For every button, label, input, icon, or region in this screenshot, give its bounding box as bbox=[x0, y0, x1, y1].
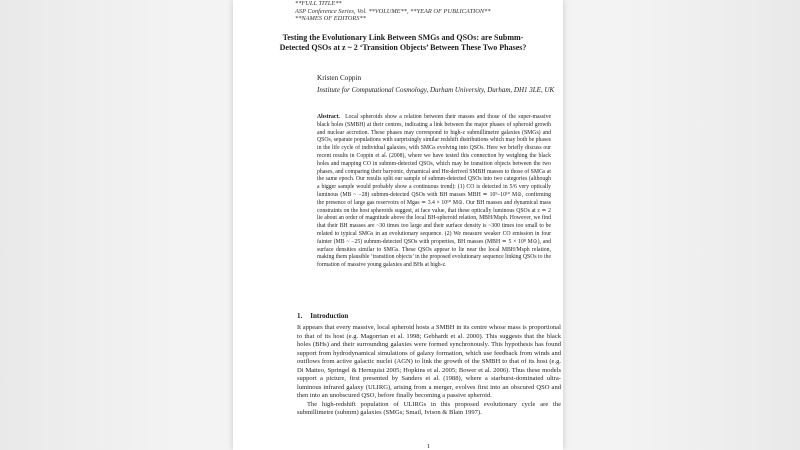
author-affiliation: Institute for Computational Cosmology, Durham University, Durham, DH1 3LE, UK bbox=[317, 86, 555, 94]
body-paragraph-1: It appears that every massive, local spheroid hosts a SMBH in its centre whose mass is proportional to that of its host (e.g. Magorrian et al. 1998; Gebhardt et al. 2000). This suggests that the black holes (BHs) and their surrounding galaxies were formed synchronously. This hypothesis has found support from hydrodynamical simulations of galaxy formation, which use feedback from winds and outflows from active galactic nuclei (AGN) to link the growth of the SMBH to that of its host (e.g. Di Matteo, Springel & Hernquist 2005; Hopkins et al. 2005; Bower et al. 2006). Thus these models support a picture, first presented by Sanders et al. (1988), where a starburst-dominated ultra-luminous infrared galaxy (ULIRG), arising from a merger, evolves first into an obscured QSO and then into an unobscured QSO, before finally becoming a passive spheroid. bbox=[297, 324, 561, 400]
author-name: Kristen Coppin bbox=[317, 74, 362, 82]
abstract-label: Abstract. bbox=[317, 114, 340, 120]
body-paragraph-2: The high-redshift population of ULIRGs in this proposed evolutionary cycle are the submillimetre (submm) galaxies (SMGs; Smail, Ivison & Blain 1997). bbox=[297, 400, 561, 417]
paper-page bbox=[233, 0, 563, 450]
page-number: 1 bbox=[427, 443, 431, 450]
body-text bbox=[297, 324, 561, 418]
conference-header bbox=[295, 0, 491, 23]
paper-title: Testing the Evolutionary Link Between SMGs and QSOs: are Submm-Detected QSOs at z ~ 2 ‘Transition Objects’ Between These Two Phases? bbox=[279, 33, 527, 52]
section-heading bbox=[297, 312, 356, 320]
abstract bbox=[317, 114, 551, 270]
section-number: 1. bbox=[297, 312, 303, 320]
header-series: ASP Conference Series, Vol. **VOLUME**, **YEAR OF PUBLICATION** bbox=[295, 7, 491, 15]
header-full-title: **FULL TITLE** bbox=[295, 0, 342, 7]
section-title: Introduction bbox=[310, 312, 349, 320]
abstract-text: Local spheroids show a relation between their masses and those of the super-massive black holes (SMBH) at their centres, indicating a link between the major phases of spheroid growth and nuclear accretion. These phases may correspond to high-z submillimetre galaxies (SMGs) and QSOs, separate populations with surprisingly similar redshift distributions which may both be phases in the life cycle of individual galaxies, with SMGs evolving into QSOs. Here we briefly discuss our recent results in Coppin et al. (2008), where we have tested this connection by weighing the black holes and mapping CO in submm-detected QSOs, which may be transition objects between the two phases, and comparing their baryonic, dynamical and Hα-derived SMBH masses to those of SMGs at the same epoch. Our results split our sample of submm-detected QSOs into two categories (although a bigger sample would probably show a continuous trend): (1) CO is detected in 5/6 very optically luminous (MB ~ −28) submm-detected QSOs with BH masses MBH ≃ 10⁹–10¹⁰ M⊙, confirming the presence of large gas reservoirs of Mgas ≃ 3.4 × 10¹⁰ M⊙. Our BH masses and dynamical mass constraints on the host spheroids suggest, at face value, that these optically luminous QSOs at z ≃ 2 lie about an order of magnitude above the local BH-spheroid relation, MBH/Msph. However, we find that their BH masses are ~30 times too large and their surface density is ~300 times too small to be related to typical SMGs in an evolutionary sequence. (2) We measure weaker CO emission in four fainter (MB ~ −25) submm-detected QSOs with properties, BH masses (MBH ≃ 5 × 10⁸ M⊙), and surface densities similar to SMGs. These QSOs appear to lie near the local MBH/Msph relation, making them plausible ‘transition objects’ in the proposed evolutionary sequence linking QSOs to the formation of massive young galaxies and BHs at high-z. bbox=[317, 114, 552, 269]
header-editors: **NAMES OF EDITORS** bbox=[295, 15, 366, 23]
